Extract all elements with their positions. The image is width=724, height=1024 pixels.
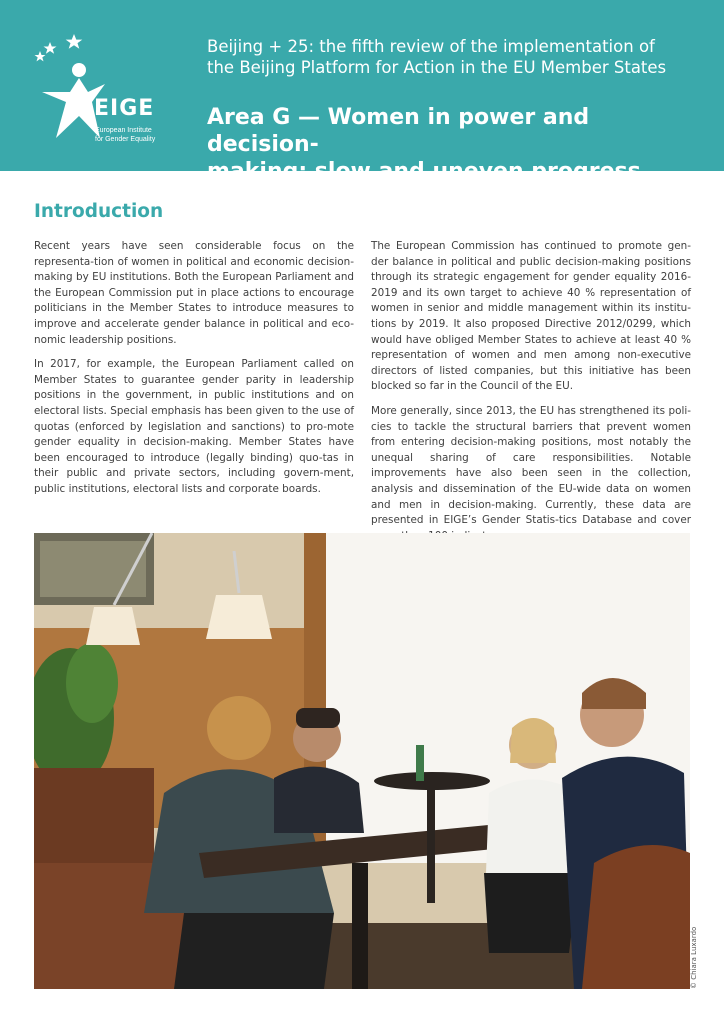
intro-paragraph: Recent years have seen considerable focus on the representa-tion of women in political and economic decision-making by EU institutions. Both the European Parliament and the European Commission put in place actions to encourage politicians in the Member States to introduce measures to improve and accelerate gender balance in political and eco-nomic leadership positions.	[34, 240, 354, 346]
series-title	[207, 36, 707, 78]
series-title-line2: the Beijing Platform for Action in the EU Member States	[207, 58, 667, 77]
logo-subtitle	[95, 126, 163, 144]
intro-left-column	[34, 239, 354, 507]
eige-logo	[32, 30, 162, 155]
meeting-scene-illustration	[34, 533, 690, 989]
logo-subtitle-line2: for Gender Equality	[95, 136, 156, 143]
series-title-line1: Beijing + 25: the fifth review of the implementation of	[207, 37, 655, 56]
photo-credit: © Chiara Luxardo	[690, 926, 698, 989]
meeting-photo	[34, 533, 690, 989]
section-heading-introduction: Introduction	[34, 201, 164, 222]
intro-right-column	[371, 239, 691, 553]
area-title-line2: making: slow and uneven progress	[207, 159, 641, 184]
area-title-line1: Area G — Women in power and decision-	[207, 105, 590, 157]
intro-paragraph: In 2017, for example, the European Parliament called on Member States to guarantee gender parity in leadership positions in the government, in public institutions and on electoral lists. Special emphasis has been given to the use of quotas (enforced by legislation and sanctions) to pro-mote gender equality in decision-making. Member States have been encouraged to introduce (legally binding) quo-tas in their public and private sectors, including govern-ment, public institutions, electoral lists and corporate boards.	[34, 358, 354, 495]
intro-paragraph: More generally, since 2013, the EU has strengthened its poli-cies to tackle the structural barriers that prevent women from entering decision-making positions, most notably the unequal sharing of care responsibilities. Notable improvements have also been seen in the collection, analysis and dissemination of the EU-wide data on women and men in decision-making. Currently, these data are presented in EIGE’s Gender Statis-tics Database and cover	[371, 404, 691, 527]
logo-subtitle-line1: European Institute	[95, 127, 152, 134]
logo-wordmark: EIGE	[94, 96, 155, 121]
area-title	[207, 104, 707, 185]
header-banner	[0, 0, 724, 184]
intro-paragraph: The European Commission has continued to promote gen-der balance in political and public decision-making positions through its strategic engagement for gender equality 2016-2019 and its own target to achieve 40 % representation of women in senior and middle management within its institu-tions by 2019. It also proposed Directive 2012/0299, which would have obliged Member States to achieve at least 40 % representation of women and men among non-executive directors of listed companies, but this initiative has been blocked so far in the Council of the EU.	[371, 240, 691, 393]
